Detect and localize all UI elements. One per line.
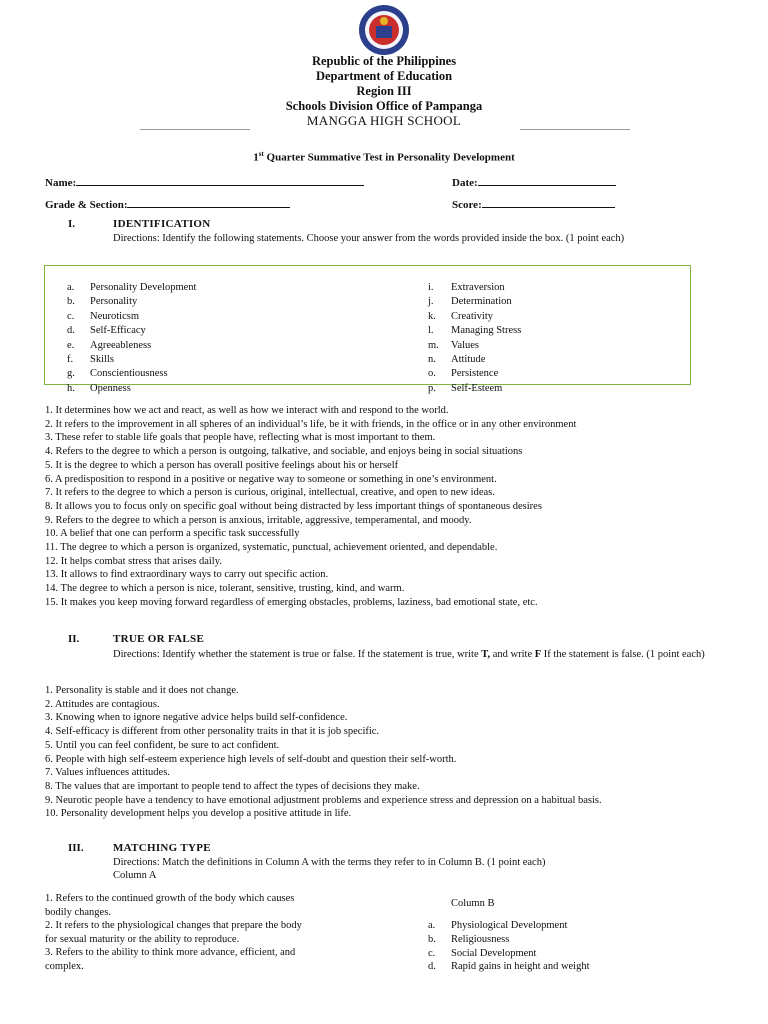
question-item: 7. Values influences attitudes. — [45, 767, 170, 779]
choice-item: h. Openness — [67, 382, 131, 394]
header-line-republic: Republic of the Philippines — [311, 54, 457, 68]
question-item: 9. Refers to the degree to which a person is anxious, irritable, aggressive, temperamental, and moody. — [45, 514, 472, 526]
section-2-directions: Directions: Identify whether the statement is true or false. If the statement is true, write T, and write F If the statement is false. (1 point each) — [113, 649, 705, 660]
choice-item: b. Personality — [67, 296, 138, 308]
column-a-items — [45, 892, 375, 973]
name-blank[interactable] — [76, 175, 364, 186]
name-field[interactable] — [45, 175, 364, 189]
deped-seal-logo — [349, 4, 419, 56]
column-b-label: Column B — [451, 898, 495, 909]
test-title: 1st Quarter Summative Test in Personality Development — [253, 150, 515, 164]
grade-section-field[interactable] — [45, 197, 290, 211]
section-3-title: MATCHING TYPE — [113, 842, 211, 854]
question-item: 5. Until you can feel confident, be sure to act confident. — [45, 739, 280, 751]
school-name: MANGGA HIGH SCHOOL — [306, 113, 462, 128]
question-item: 11. The degree to which a person is organized, systematic, punctual, achievement oriented, and dependable. — [45, 542, 498, 554]
date-blank[interactable] — [478, 175, 616, 186]
column-a-item: 3. Refers to the ability to think more advance, efficient, and complex. — [45, 947, 296, 972]
date-field[interactable] — [452, 175, 616, 189]
question-item: 2. Attitudes are contagious. — [45, 698, 160, 710]
score-label: Score: — [452, 199, 482, 211]
question-item: 13. It allows to find extraordinary ways to carry out specific action. — [45, 569, 329, 581]
grade-section-blank[interactable] — [127, 197, 290, 208]
score-blank[interactable] — [482, 197, 615, 208]
choice-item: l. Managing Stress — [428, 325, 522, 337]
section-2-title: TRUE OR FALSE — [113, 633, 205, 645]
column-b-item: b. Religiousness — [428, 933, 510, 945]
choice-item: o. Persistence — [428, 368, 499, 380]
choice-item: f. Skills — [67, 354, 114, 366]
choice-item: j. Determination — [428, 296, 512, 308]
question-item: 15. It makes you keep moving forward regardless of emerging obstacles, problems, laziness, bad emotional state, etc. — [45, 596, 538, 608]
column-a-item: 1. Refers to the continued growth of the body which causes bodily changes. — [45, 893, 295, 918]
column-a-label: Column A — [113, 870, 157, 881]
header-line-region: Region III — [356, 84, 412, 98]
choice-item: g. Conscientiousness — [67, 368, 168, 380]
identification-items — [45, 404, 576, 610]
header-line-department: Department of Education — [315, 69, 453, 83]
choice-item: c. Neuroticsm — [67, 310, 139, 322]
section-1-title: IDENTIFICATION — [113, 218, 211, 230]
choice-item: p. Self-Esteem — [428, 382, 503, 394]
question-item: 8. The values that are important to people tend to affect the types of decisions they make. — [45, 780, 420, 792]
choices-right-column — [428, 281, 521, 396]
choice-item: d. Self-Efficacy — [67, 325, 146, 337]
question-item: 10. Personality development helps you develop a positive attitude in life. — [45, 808, 352, 820]
question-item: 4. Self-efficacy is different from other personality traits in that it is job specific. — [45, 726, 380, 738]
question-item: 1. Personality is stable and it does not change. — [45, 685, 239, 696]
section-2-number: II. — [68, 633, 80, 645]
question-item: 9. Neurotic people have a tendency to have emotional adjustment problems and experience stress and depression on a habitual basis. — [45, 794, 602, 806]
name-label: Name: — [45, 177, 77, 189]
question-item: 6. A predisposition to respond in a positive or negative way to someone or something in one’s environment. — [45, 473, 497, 485]
section-1-directions: Directions: Identify the following statements. Choose your answer from the words provided inside the box. (1 point each) — [113, 233, 625, 244]
question-item: 3. Knowing when to ignore negative advice helps build self-confidence. — [45, 712, 348, 724]
question-item: 8. It allows you to focus only on specific goal without being distracted by less important things of spontaneous desires — [45, 500, 542, 512]
choice-item: e. Agreeableness — [67, 339, 152, 351]
choice-item: i. Extraversion — [428, 282, 505, 293]
header-divider-right — [520, 129, 630, 130]
choice-item: k. Creativity — [428, 310, 493, 322]
section-1-number: I. — [68, 218, 76, 230]
question-item: 5. It is the degree to which a person has overall positive feelings about his or herself — [45, 459, 399, 471]
choice-item: a. Personality Development — [67, 282, 197, 293]
choices-left-column — [67, 281, 196, 396]
true-false-items — [45, 684, 602, 821]
score-field[interactable] — [452, 197, 615, 211]
question-item: 12. It helps combat stress that arises daily. — [45, 555, 222, 567]
question-item: 2. It refers to the improvement in all spheres of an individual’s life, be it with friends, in the office or in any other environment — [45, 418, 577, 430]
section-3-number: III. — [68, 842, 84, 854]
choice-item: m. Values — [428, 339, 479, 351]
choice-item: n. Attitude — [428, 354, 486, 366]
date-label: Date: — [452, 177, 478, 189]
column-b-item: a. Physiological Development — [428, 920, 568, 931]
column-a-item: 2. It refers to the physiological changes that prepare the body for sexual maturity or the ability to reproduce. — [45, 920, 302, 945]
question-item: 4. Refers to the degree to which a person is outgoing, talkative, and sociable, and enjoys being in social situations — [45, 446, 523, 458]
question-item: 7. It refers to the degree to which a person is curious, original, intellectual, creative, and open to new ideas. — [45, 487, 495, 499]
column-b-item: d. Rapid gains in height and weight — [428, 961, 590, 973]
column-b-item: c. Social Development — [428, 947, 537, 959]
question-item: 10. A belief that one can perform a specific task successfully — [45, 528, 300, 540]
header-line-division: Schools Division Office of Pampanga — [285, 99, 483, 113]
question-item: 3. These refer to stable life goals that people have, reflecting what is most important to them. — [45, 432, 436, 444]
section-3-directions: Directions: Match the definitions in Column A with the terms they refer to in Column B. (1 point each) — [113, 857, 546, 868]
question-item: 6. People with high self-esteem experience high levels of self-doubt and question their self-worth. — [45, 753, 457, 765]
header-divider-left — [140, 129, 250, 130]
question-item: 14. The degree to which a person is nice, tolerant, sensitive, trusting, kind, and warm. — [45, 583, 405, 595]
question-item: 1. It determines how we act and react, as well as how we interact with and respond to the world. — [45, 405, 449, 416]
column-b-items — [428, 919, 590, 974]
grade-section-label: Grade & Section: — [45, 199, 128, 211]
